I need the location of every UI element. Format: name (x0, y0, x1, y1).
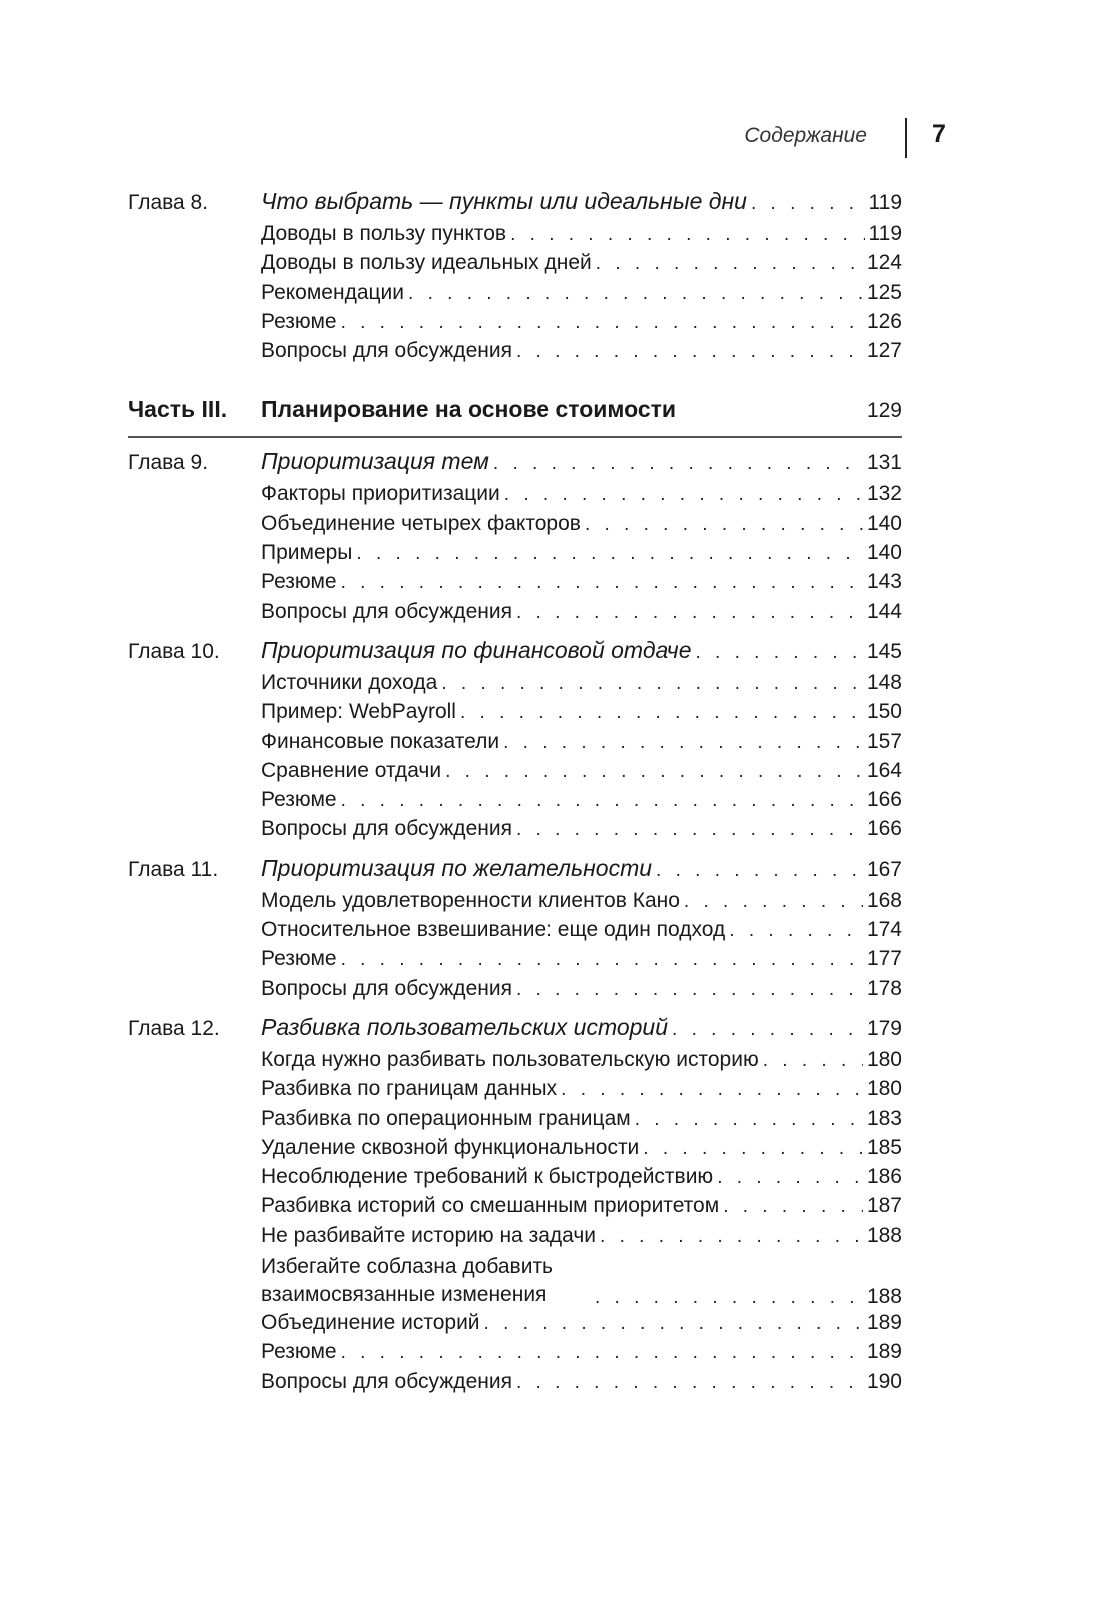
toc-section-entry[interactable] (128, 977, 902, 1006)
toc-chapter-label: Глава 8. (128, 191, 209, 214)
leader-dots (408, 283, 863, 305)
toc-page-number: 178 (866, 976, 902, 1000)
toc-page-number: 180 (866, 1077, 902, 1101)
toc-section-entry[interactable] (128, 918, 902, 947)
toc-part-heading[interactable] (128, 396, 902, 438)
leader-dots (561, 1079, 863, 1101)
toc-chapter-entry[interactable] (128, 855, 902, 889)
leader-dots (516, 819, 863, 841)
toc-chapter-label: Глава 10. (128, 639, 220, 663)
toc-section-title: Резюме (261, 788, 337, 812)
toc-page-number: 168 (866, 888, 902, 912)
leader-dots (751, 193, 865, 215)
toc-section-title: Рекомендации (261, 280, 405, 304)
toc-section-entry[interactable] (128, 222, 902, 251)
toc-page-number: 186 (866, 1165, 902, 1189)
toc-section-title: Сравнение отдачи (261, 758, 442, 782)
toc-chapter-entry[interactable] (128, 448, 902, 482)
toc-section-title: Резюме (261, 947, 337, 971)
running-header (0, 118, 1097, 158)
leader-dots (460, 702, 863, 724)
toc-section-title: Вопросы для обсуждения (261, 339, 512, 363)
toc-section-entry[interactable] (128, 1077, 902, 1106)
toc-section-title: Резюме (261, 570, 337, 594)
toc-section-title: Резюме (261, 309, 337, 333)
leader-dots (504, 484, 863, 506)
toc-page-number: 164 (866, 758, 902, 782)
toc-section-entry[interactable] (128, 759, 902, 788)
toc-chapter-title: Разбивка пользовательских историй (261, 1013, 669, 1040)
toc-section-title: Модель удовлетворенности клиентов Кано (261, 888, 680, 912)
toc-section-title: Вопросы для обсуждения (261, 1369, 512, 1393)
toc-page-number: 167 (866, 857, 902, 881)
leader-dots (516, 602, 863, 624)
toc-section-entry[interactable] (128, 281, 902, 310)
leader-dots (341, 790, 863, 812)
toc-page-number: 132 (866, 482, 902, 506)
toc-section-title: Разбивка историй со смешанным приоритетом (261, 1194, 720, 1218)
toc-section-entry[interactable] (128, 251, 902, 280)
toc-section-title: Разбивка по границам данных (261, 1077, 558, 1101)
toc-section-entry[interactable] (128, 1224, 902, 1253)
toc-page-number: 180 (866, 1047, 902, 1071)
leader-dots (763, 1050, 863, 1072)
toc-part-label: Часть III. (128, 396, 228, 423)
leader-dots (510, 224, 864, 246)
leader-dots (595, 1287, 863, 1309)
toc-page-number: 148 (866, 670, 902, 694)
toc-section-entry[interactable] (128, 339, 902, 368)
toc-section-title: Когда нужно разбивать пользовательскую историю (261, 1047, 759, 1071)
toc-page-number: 177 (866, 947, 902, 971)
toc-section-entry[interactable] (128, 1340, 902, 1369)
toc-section-entry[interactable] (128, 1311, 902, 1340)
leader-dots (672, 1019, 863, 1041)
toc-section-title: Вопросы для обсуждения (261, 599, 512, 623)
toc-section-entry[interactable] (128, 1370, 902, 1399)
toc-chapter-title: Приоритизация по желательности (261, 854, 653, 881)
toc-page-number: 174 (866, 918, 902, 942)
leader-dots (729, 920, 863, 942)
leader-dots (445, 761, 863, 783)
toc-section-title: Вопросы для обсуждения (261, 976, 512, 1000)
toc-chapter-title: Приоритизация по финансовой отдаче (261, 636, 692, 663)
header-divider (905, 118, 907, 158)
toc-page-number: 179 (866, 1016, 902, 1040)
toc-page-number: 145 (866, 639, 902, 663)
toc-section-title: Факторы приоритизации (261, 482, 500, 506)
leader-dots (635, 1109, 863, 1131)
toc-page-number: 119 (868, 191, 902, 214)
toc-page-number: 189 (866, 1311, 902, 1335)
toc-section-title: Избегайте соблазна добавить взаимосвязанные изменения (261, 1255, 554, 1307)
leader-dots (585, 514, 863, 536)
toc-section-entry[interactable] (128, 1253, 902, 1311)
toc-section-entry[interactable] (128, 817, 902, 846)
leader-dots (341, 1342, 863, 1364)
toc-section-title: Резюме (261, 1340, 337, 1364)
toc-page-number: 124 (866, 251, 902, 275)
toc-page-number: 185 (866, 1135, 902, 1159)
leader-dots (516, 341, 863, 363)
leader-dots (341, 572, 863, 594)
leader-dots (341, 949, 863, 971)
leader-dots (684, 891, 863, 913)
toc-chapter-label: Глава 9. (128, 451, 209, 475)
toc-section-title: Вопросы для обсуждения (261, 817, 512, 841)
leader-dots (484, 1313, 863, 1335)
toc-chapter-label: Глава 11. (128, 857, 219, 881)
page-number: 7 (932, 120, 946, 148)
toc-page-number: 129 (866, 399, 902, 423)
toc-page-number: 150 (866, 700, 902, 724)
toc-section-entry[interactable] (128, 570, 902, 599)
leader-dots (643, 1138, 863, 1160)
toc-chapter-label: Глава 12. (128, 1016, 220, 1040)
toc-page-number: 140 (866, 511, 902, 535)
leader-dots (493, 453, 863, 475)
toc-page-number: 183 (866, 1106, 902, 1130)
toc-chapter-entry[interactable] (128, 637, 902, 671)
toc-section-title: Объединение четырех факторов (261, 511, 581, 535)
toc-section-title: Финансовые показатели (261, 729, 500, 753)
toc-section-title: Не разбивайте историю на задачи (261, 1223, 597, 1247)
toc-page-number: 125 (866, 280, 902, 304)
toc-part-title: Планирование на основе стоимости (261, 396, 677, 423)
toc-section-title: Доводы в пользу идеальных дней (261, 251, 592, 275)
leader-dots (441, 673, 863, 695)
toc-section-entry[interactable] (128, 1136, 902, 1165)
toc-page-number: 188 (866, 1223, 902, 1247)
leader-dots (356, 543, 863, 565)
toc-section-entry[interactable] (128, 1194, 902, 1223)
toc-section-title: Пример: WebPayroll (261, 700, 456, 724)
toc-page-number: 144 (866, 599, 902, 623)
toc-section-title: Доводы в пользу пунктов (261, 222, 507, 245)
toc-section-title: Источники дохода (261, 670, 438, 694)
toc-section-entry[interactable] (128, 310, 902, 339)
leader-dots (696, 642, 863, 664)
toc-page-number: 126 (866, 309, 902, 333)
toc-section-entry[interactable] (128, 947, 902, 976)
toc-chapter-entry[interactable] (128, 188, 902, 222)
toc-section-entry[interactable] (128, 730, 902, 759)
toc-section-entry[interactable] (128, 482, 902, 511)
toc-page-number: 166 (866, 817, 902, 841)
toc-page-number: 143 (866, 570, 902, 594)
leader-dots (516, 1372, 863, 1394)
leader-dots (341, 312, 863, 334)
toc-page-number: 119 (868, 222, 902, 245)
toc-section-entry[interactable] (128, 1048, 902, 1077)
leader-dots (656, 860, 863, 882)
toc-chapter-title: Что выбрать — пункты или идеальные дни (261, 188, 747, 214)
toc-page-number: 131 (866, 451, 902, 475)
toc-page-number: 190 (866, 1369, 902, 1393)
leader-dots (596, 253, 863, 275)
toc-section-entry[interactable] (128, 788, 902, 817)
running-header-title: Содержание (744, 124, 867, 147)
toc-chapter-title: Приоритизация тем (261, 448, 489, 475)
toc-section-entry[interactable] (128, 512, 902, 541)
leader-dots (503, 732, 863, 754)
leader-dots (600, 1226, 863, 1248)
toc-page-number: 189 (866, 1340, 902, 1364)
table-of-contents (128, 184, 902, 1399)
toc-section-entry[interactable] (128, 1107, 902, 1136)
toc-section-title: Объединение историй (261, 1311, 480, 1335)
toc-section-title: Удаление сквозной функциональности (261, 1135, 640, 1159)
toc-page-number: 188 (866, 1285, 902, 1309)
leader-dots (516, 979, 863, 1001)
toc-section-entry[interactable] (128, 600, 902, 629)
toc-page-number: 140 (866, 541, 902, 565)
toc-page-number: 166 (866, 788, 902, 812)
toc-section-entry[interactable] (128, 541, 902, 570)
leader-dots (723, 1196, 863, 1218)
toc-chapter-entry[interactable] (128, 1014, 902, 1048)
toc-section-title: Относительное взвешивание: еще один подход (261, 918, 726, 942)
leader-dots (717, 1167, 863, 1189)
toc-section-entry[interactable] (128, 700, 902, 729)
toc-section-entry[interactable] (128, 889, 902, 918)
toc-section-entry[interactable] (128, 671, 902, 700)
toc-section-entry[interactable] (128, 1165, 902, 1194)
toc-page-number: 127 (866, 339, 902, 363)
toc-section-title: Примеры (261, 541, 353, 565)
toc-section-title: Разбивка по операционным границам (261, 1106, 631, 1130)
toc-page-number: 157 (866, 729, 902, 753)
toc-section-title: Несоблюдение требований к быстродействию (261, 1165, 714, 1189)
toc-page-number: 187 (866, 1194, 902, 1218)
